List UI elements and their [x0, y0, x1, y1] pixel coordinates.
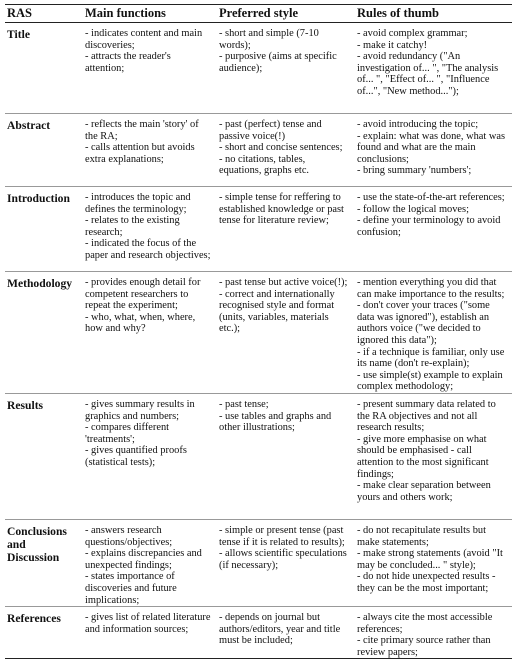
list-item: - indicates content and main discoveries;: [85, 28, 203, 51]
list-item: - calls attention but avoids extra explanations;: [85, 142, 195, 165]
list-item: - give more emphasise on what should be emphasised - call attention to the most significant findings;: [357, 433, 489, 480]
rules-of-thumb-cell: [353, 272, 512, 394]
list-item: - define your terminology to avoid confusion;: [357, 215, 501, 238]
section-label: Introduction: [5, 187, 81, 272]
header-row: [5, 5, 512, 23]
preferred-style-cell: [215, 272, 353, 394]
header-rules-of-thumb: Rules of thumb: [353, 5, 512, 23]
list-item: - past tense;: [219, 398, 269, 410]
list-item: - use the state-of-the-art references;: [357, 192, 505, 203]
rules-of-thumb-cell: [353, 393, 512, 519]
list-item: - avoid complex grammar;: [357, 28, 468, 39]
list-item: - who, what, when, where, how and why?: [85, 311, 196, 335]
header-preferred-style: Preferred style: [215, 5, 353, 23]
list-item: - explains discrepancies and unexpected findings;: [85, 548, 202, 571]
header-main-functions: Main functions: [81, 5, 215, 23]
header-ras: RAS: [5, 5, 81, 23]
row-introduction: [5, 187, 512, 272]
rules-of-thumb-cell: [353, 607, 512, 659]
list-item: - avoid introducing the topic;: [357, 119, 479, 130]
list-item: - gives list of related literature and information sources;: [85, 612, 211, 635]
row-abstract: [5, 114, 512, 187]
list-item: - avoid redundancy ("An investigation of... ", "The analysis of... ", "Effect of... ", "Influence of...", "New method...");: [357, 51, 499, 97]
list-item: - short and simple (7-10 words);: [219, 28, 319, 51]
list-item: - cite primary source rather than review papers;: [357, 635, 491, 658]
list-item: - states importance of discoveries and future implications;: [85, 571, 177, 606]
list-item: - do not hide unexpected results - they can be the most important;: [357, 571, 496, 594]
list-item: - simple or present tense (past tense if it is related to results);: [219, 524, 345, 548]
list-item: - use tables and graphs and other illustrations;: [219, 410, 332, 434]
list-item: - make strong statements (avoid "It may be concluded... " style);: [357, 548, 503, 571]
rules-of-thumb-cell: [353, 23, 512, 114]
main-functions-cell: [81, 393, 215, 519]
section-label: Abstract: [5, 114, 81, 187]
preferred-style-cell: [215, 187, 353, 272]
row-methodology: [5, 272, 512, 394]
row-title: [5, 23, 512, 114]
list-item: - gives summary results in graphics and numbers;: [85, 398, 195, 422]
list-item: - introduces the topic and defines the terminology;: [85, 192, 191, 215]
list-item: - no citations, tables, equations, graphs etc.: [219, 153, 310, 177]
list-item: - past tense but active voice(!);: [219, 277, 348, 288]
list-item: - mention everything you did that can make importance to the results;: [357, 277, 505, 300]
list-item: - relates to the existing research;: [85, 215, 180, 238]
list-item: - if a technique is familiar, only use its name (don't re-explain);: [357, 346, 505, 370]
section-label: Conclusions and Discussion: [5, 519, 81, 606]
list-item: - answers research questions/objectives;: [85, 524, 173, 548]
preferred-style-cell: [215, 393, 353, 519]
list-item: - purposive (aims at specific audience);: [219, 51, 337, 74]
main-functions-cell: [81, 23, 215, 114]
list-item: - indicated the focus of the paper and research objectives;: [85, 238, 211, 261]
preferred-style-cell: [215, 607, 353, 659]
list-item: - past (perfect) tense and passive voice(!): [219, 119, 322, 142]
row-references: [5, 607, 512, 659]
list-item: - allows scientific speculations (if necessary);: [219, 548, 347, 571]
section-label: Title: [5, 23, 81, 114]
main-functions-cell: [81, 272, 215, 394]
list-item: - compares different 'treatments';: [85, 422, 170, 445]
section-label: Results: [5, 393, 81, 519]
list-item: - do not recapitulate results but make statements;: [357, 524, 486, 548]
list-item: - correct and internationally recognised style and format (units, variables, materials etc.);: [219, 288, 335, 335]
list-item: - reflects the main 'story' of the RA;: [85, 119, 199, 142]
list-item: - depends on journal but authors/editors, year and title must be included;: [219, 612, 341, 647]
main-functions-cell: [81, 114, 215, 187]
rules-of-thumb-cell: [353, 114, 512, 187]
main-functions-cell: [81, 187, 215, 272]
preferred-style-cell: [215, 519, 353, 606]
section-label: Methodology: [5, 272, 81, 394]
list-item: - short and concise sentences;: [219, 142, 343, 154]
list-item: - simple tense for reffering to established knowledge or past tense for literature review;: [219, 192, 344, 227]
list-item: - don't cover your traces ("some data was ignored"), establish an authors voice ("we decided to ignored this data");: [357, 300, 490, 346]
list-item: - present summary data related to the RA objectives and not all research results;: [357, 398, 496, 434]
ras-table: [5, 4, 512, 659]
list-item: - explain: what was done, what was found and what are the main conclusions;: [357, 130, 506, 165]
list-item: - make it catchy!: [357, 39, 428, 51]
list-item: - always cite the most accessible references;: [357, 612, 493, 635]
rules-of-thumb-cell: [353, 519, 512, 606]
list-item: - follow the logical moves;: [357, 203, 469, 215]
list-item: - bring summary 'numbers';: [357, 165, 472, 177]
preferred-style-cell: [215, 114, 353, 187]
list-item: - attracts the reader's attention;: [85, 51, 171, 74]
list-item: - use simple(st) example to explain complex methodology;: [357, 369, 503, 393]
main-functions-cell: [81, 519, 215, 606]
main-functions-cell: [81, 607, 215, 659]
list-item: - gives quantified proofs (statistical tests);: [85, 445, 187, 468]
row-results: [5, 393, 512, 519]
section-label: References: [5, 607, 81, 659]
list-item: - provides enough detail for competent researchers to repeat the experiment;: [85, 277, 201, 312]
ras-table-container: [5, 4, 512, 658]
rules-of-thumb-cell: [353, 187, 512, 272]
preferred-style-cell: [215, 23, 353, 114]
row-conclusions: [5, 519, 512, 606]
list-item: - make clear separation between yours and others work;: [357, 480, 491, 503]
